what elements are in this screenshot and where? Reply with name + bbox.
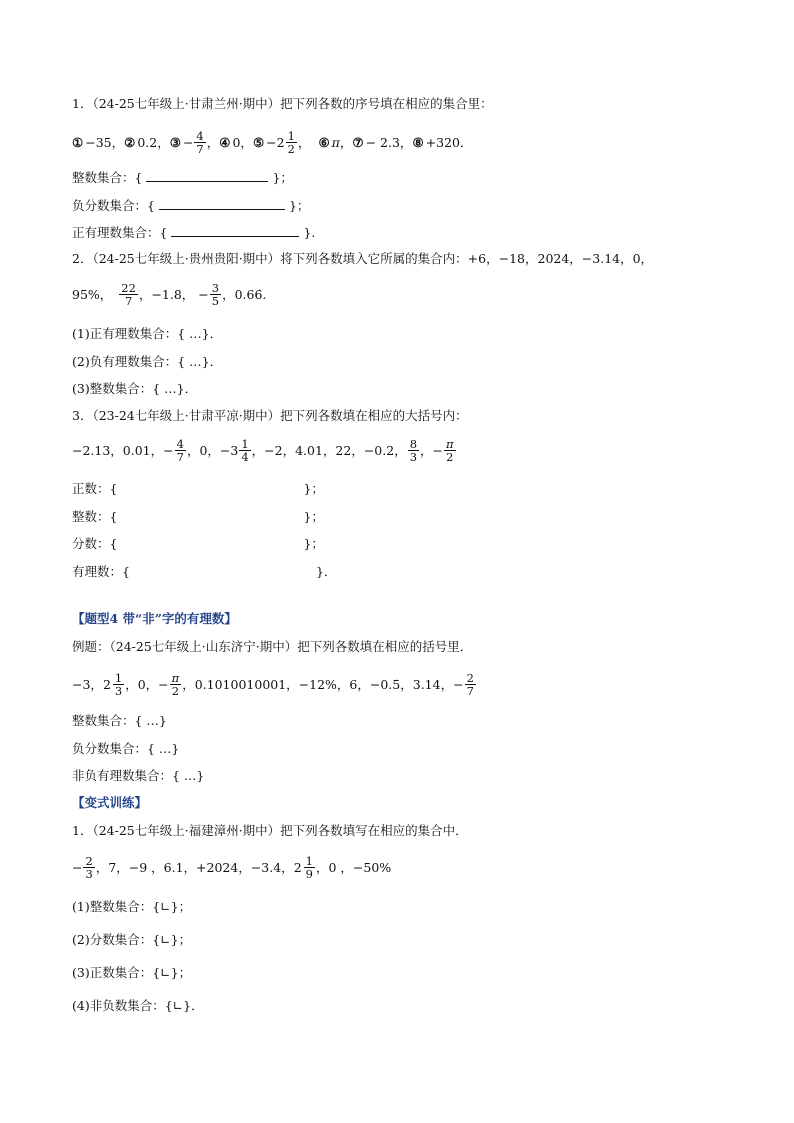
fraction-denominator: 7 [124, 294, 133, 309]
q1-number-3-fraction [194, 130, 205, 155]
practice-set-fractions: (2)分数集合：{∟}； [72, 932, 192, 947]
separator: ，0， [125, 677, 159, 693]
q1-mark-3: ③ [169, 135, 181, 151]
q1-number-7: − 2.3， [365, 135, 413, 151]
example-prompt [72, 639, 734, 654]
fraction-denominator: 7 [466, 684, 474, 699]
example-fraction-2-7 [465, 672, 476, 697]
q1-set-integers [72, 170, 734, 185]
separator: ，0 ，−50% [315, 860, 392, 876]
separator: ， [339, 135, 353, 151]
minus-sign: − [158, 677, 169, 693]
fraction-numerator: 1 [305, 854, 313, 868]
q1-number-5-fraction [286, 130, 297, 155]
q1-mark-7: ⑦ [352, 135, 364, 151]
set-label: 有理数：{ [72, 564, 130, 579]
minus-sign: − [163, 443, 174, 459]
practice-numbers [72, 855, 734, 880]
minus-sign: − [198, 287, 209, 303]
q1-mark-1: ① [72, 135, 84, 151]
q1-number-8: +320． [425, 135, 473, 151]
separator: ，3.14， [400, 677, 454, 693]
separator: ， [420, 443, 433, 459]
example-text: 例题：（24-25七年级上·山东济宁·期中）把下列各数填在相应的括号里． [72, 639, 473, 654]
minus-sign: − [432, 443, 444, 459]
q2-prompt: 2．（24-25七年级上·贵州贵阳·期中）将下列各数填入它所属的集合内：+6，−18，2024，−3.14，0， [72, 251, 654, 266]
q2-fraction-3-5 [210, 282, 221, 307]
example-set-nonnegative-rationals: 非负有理数集合：{ …} [72, 768, 205, 783]
fraction-numerator: 1 [114, 671, 123, 685]
q1-mark-4: ④ [219, 135, 231, 151]
example-fraction-pi-2 [170, 672, 182, 697]
set-label: 整数集合：{ [72, 170, 143, 185]
set-label: 正有理数集合：{ [72, 225, 168, 240]
q1-number-6: π [331, 135, 340, 151]
separator: ，−2，4.01，22，−0.2， [251, 443, 407, 459]
q1-number-4: 0， [232, 135, 253, 151]
fraction-denominator: 3 [409, 450, 418, 465]
repeating-digit: 6̇ [254, 287, 263, 303]
minus-sign: − [72, 860, 83, 876]
set-end: }； [288, 198, 310, 213]
set-end: }； [303, 481, 324, 496]
q1-number-2: 0.2， [137, 135, 170, 151]
mixed-whole: −3 [219, 443, 239, 459]
set-end: }. [303, 225, 316, 240]
fraction-numerator: 1 [287, 129, 295, 143]
set-end: }； [303, 536, 324, 551]
q2-fraction-22-7 [119, 282, 138, 307]
q2-set-2: (2)负有理数集合：{ …}． [72, 354, 223, 369]
q3-fraction-1-4 [239, 438, 250, 463]
repeating-digit: 5̇ [392, 677, 401, 693]
fraction-denominator: 5 [211, 294, 220, 309]
separator: ，0.1010010001，−12%，6，−0. [182, 677, 393, 693]
set-label: 正数：{ [72, 481, 118, 496]
fraction-numerator: 1 [241, 437, 249, 451]
practice-fraction-1-9 [304, 855, 315, 880]
q3-set-rationals [72, 564, 734, 579]
set-label: 负分数集合：{ [72, 198, 155, 213]
fraction-numerator: 2 [85, 854, 93, 868]
q1-mark-2: ② [124, 135, 136, 151]
fraction-denominator: 9 [305, 867, 313, 882]
fraction-denominator: 2 [446, 450, 454, 465]
practice-fraction-2-3 [83, 855, 94, 880]
q2-numbers [72, 282, 734, 307]
fraction-numerator: 22 [121, 281, 136, 295]
q1-mark-6: ⑥ [318, 135, 330, 151]
set-end: }． [315, 564, 337, 579]
example-number: −3， [72, 677, 103, 693]
fraction-numerator: 4 [196, 129, 204, 143]
example-numbers [72, 672, 734, 697]
set-label: 整数：{ [72, 509, 118, 524]
fraction-numerator: 2 [466, 671, 474, 685]
fraction-numerator: π [446, 437, 454, 451]
answer-blank[interactable] [146, 169, 268, 182]
q3-fraction-pi-2 [444, 438, 456, 463]
separator: ，7，−9 ，6.1，+2024，−3.4， [95, 860, 294, 876]
q3-numbers [72, 438, 734, 463]
q1-number-3-sign: − [182, 135, 194, 151]
practice-set-nonnegative: (4)非负数集合：{∟}． [72, 998, 204, 1013]
fraction-numerator: π [171, 671, 180, 685]
q2-number: 95%， [72, 287, 113, 303]
set-end: }； [272, 170, 293, 185]
answer-blank[interactable] [171, 224, 299, 237]
separator: ，0， [186, 443, 220, 459]
q3-prompt: 3．（23-24七年级上·甘肃平凉·期中）把下列各数填在相应的大括号内： [72, 408, 468, 423]
separator: ， [206, 135, 220, 151]
fraction-denominator: 2 [287, 142, 295, 157]
q1-mark-8: ⑧ [412, 135, 424, 151]
mixed-whole: 2 [293, 860, 302, 876]
section-heading-type4: 【题型4 带“非”字的有理数】 [72, 611, 237, 626]
q3-set-integers [72, 509, 734, 524]
mixed-whole: 2 [102, 677, 111, 693]
fraction-denominator: 7 [196, 142, 204, 157]
fraction-numerator: 3 [211, 281, 220, 295]
fraction-denominator: 4 [241, 450, 249, 465]
separator: ，−1.8， [138, 287, 195, 303]
q2-set-3: (3)整数集合：{ …}． [72, 381, 198, 396]
practice-set-positive: (3)正数集合：{∟}； [72, 965, 192, 980]
separator: ，0.6 [222, 287, 255, 303]
q2-set-1: (1)正有理数集合：{ …}． [72, 326, 223, 341]
practice-prompt: 1．（24-25七年级上·福建漳州·期中）把下列各数填写在相应的集合中． [72, 823, 468, 838]
fraction-denominator: 3 [85, 867, 93, 882]
q1-number-5-sign: −2 [266, 135, 285, 151]
fraction-numerator: 8 [409, 437, 418, 451]
set-label: 分数：{ [72, 536, 118, 551]
q1-numbers [72, 130, 734, 155]
set-end: }； [303, 509, 324, 524]
section-heading-practice: 【变式训练】 [72, 795, 148, 810]
example-set-integers: 整数集合：{ …} [72, 713, 167, 728]
q1-number-1: −35， [85, 135, 125, 151]
example-set-negative-fractions: 负分数集合：{ …} [72, 741, 180, 756]
q3-fraction-8-3 [408, 438, 419, 463]
separator: ， [297, 135, 311, 151]
q3-set-positive [72, 481, 734, 496]
fraction-denominator: 2 [171, 684, 180, 699]
q1-set-positive-rationals [72, 225, 734, 240]
q1-mark-5: ⑤ [252, 135, 265, 151]
fraction-numerator: 4 [176, 437, 184, 451]
period: . [262, 287, 267, 303]
practice-set-integers: (1)整数集合：{∟}； [72, 899, 192, 914]
fraction-denominator: 7 [176, 450, 184, 465]
example-fraction-1-3 [113, 672, 124, 697]
q1-set-negative-fractions [72, 198, 734, 213]
q3-set-fractions [72, 536, 734, 551]
q1-prompt: 1．（24-25七年级上·甘肃兰州·期中）把下列各数的序号填在相应的集合里： [72, 96, 493, 111]
minus-sign: − [453, 677, 464, 693]
answer-blank[interactable] [159, 197, 285, 210]
fraction-denominator: 3 [114, 684, 123, 699]
q3-fraction-4-7 [175, 438, 186, 463]
q3-number: −2.13，0.01， [72, 443, 164, 459]
